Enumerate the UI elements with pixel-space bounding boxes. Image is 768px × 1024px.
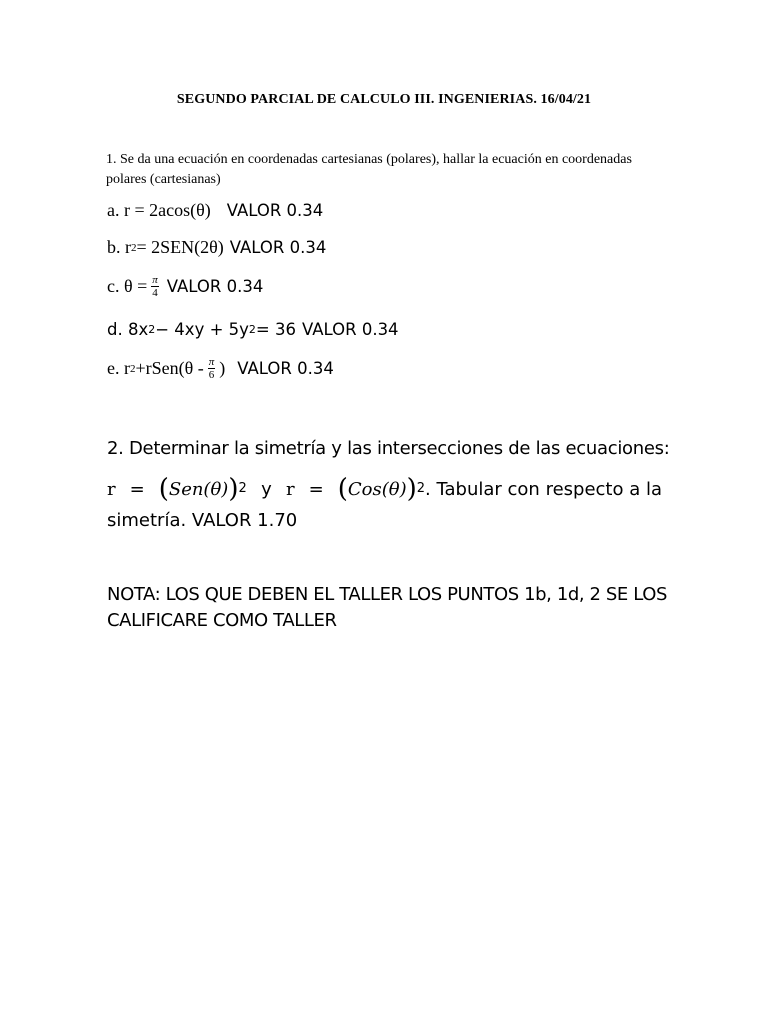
- item-c-valor: VALOR 0.34: [166, 277, 264, 296]
- item-d-valor: VALOR 0.34: [302, 320, 399, 339]
- item-e-fraction: [208, 356, 216, 381]
- item-c-numerator: π: [152, 274, 158, 286]
- item-b-valor: VALOR 0.34: [229, 238, 327, 257]
- item-c-prefix: c. θ =: [107, 276, 148, 296]
- item-d-part2: − 4xy + 5y: [155, 320, 249, 339]
- eq2-equals: =: [308, 478, 324, 500]
- eq2-close-paren: ): [406, 474, 417, 504]
- item-e-part3: ): [219, 358, 226, 378]
- question-2-statement: 2. Determinar la simetría y las intersecciones de las ecuaciones:: [107, 438, 670, 459]
- item-c-fraction: [151, 274, 159, 299]
- item-d: d. 8x 2 − 4xy + 5y 2 = 36 VALOR 0.34: [107, 320, 399, 339]
- item-e-part2: +rSen(θ -: [135, 358, 204, 378]
- eq2-r: r: [286, 478, 295, 500]
- and-word: y: [261, 478, 272, 500]
- eq2-open-paren: (: [337, 474, 348, 504]
- item-c: [107, 274, 263, 299]
- item-e-part1: e. r: [107, 358, 130, 378]
- item-e: e. r 2 +rSen(θ - $\frac{\pi}{6}$ ) VALOR 0.34: [107, 356, 334, 381]
- item-c-denominator: 4: [152, 287, 158, 299]
- eq1-r: r: [107, 478, 116, 500]
- item-b: b. r 2 = 2SEN(2θ) VALOR 0.34: [107, 237, 327, 257]
- item-d-part3: = 36: [255, 320, 296, 339]
- item-b-prefix: b. r: [107, 237, 131, 257]
- item-a: [107, 200, 323, 221]
- question-2-valor-line: simetría. VALOR 1.70: [107, 510, 298, 531]
- item-d-part1: d. 8x: [107, 320, 149, 339]
- item-e-valor: VALOR 0.34: [237, 359, 334, 378]
- item-b-expression: = 2SEN(2θ): [136, 237, 224, 257]
- eq1-open-paren: (: [158, 474, 169, 504]
- nota-text: NOTA: LOS QUE DEBEN EL TALLER LOS PUNTOS 1b, 1d, 2 SE LOS CALIFICARE COMO TALLER: [107, 584, 668, 631]
- item-e-denominator: 6: [208, 369, 215, 381]
- eq1-close-paren: ): [228, 474, 239, 504]
- tabular-text: . Tabular con respecto a la: [425, 478, 662, 500]
- eq1-equals: =: [129, 478, 145, 500]
- equation-cos: r = ( Cos(θ) ) 2 . Tabular con respecto a la: [286, 474, 662, 504]
- question-1-statement: 1. Se da una ecuación en coordenadas cartesianas (polares), hallar la ecuación en coordenadas polares (cartesianas): [106, 152, 632, 187]
- item-e-numerator: π: [208, 356, 215, 368]
- eq1-sen: Sen(θ): [168, 478, 229, 500]
- question-2-equations: [107, 474, 662, 504]
- item-a-expression: a. r = 2acos(θ): [107, 200, 211, 220]
- eq2-cos: Cos(θ): [347, 478, 407, 500]
- equation-sen: r = ( Sen(θ) ) 2: [107, 474, 247, 504]
- exam-title: SEGUNDO PARCIAL DE CALCULO III. INGENIERIAS. 16/04/21: [176, 92, 592, 107]
- item-a-valor: VALOR 0.34: [226, 201, 324, 220]
